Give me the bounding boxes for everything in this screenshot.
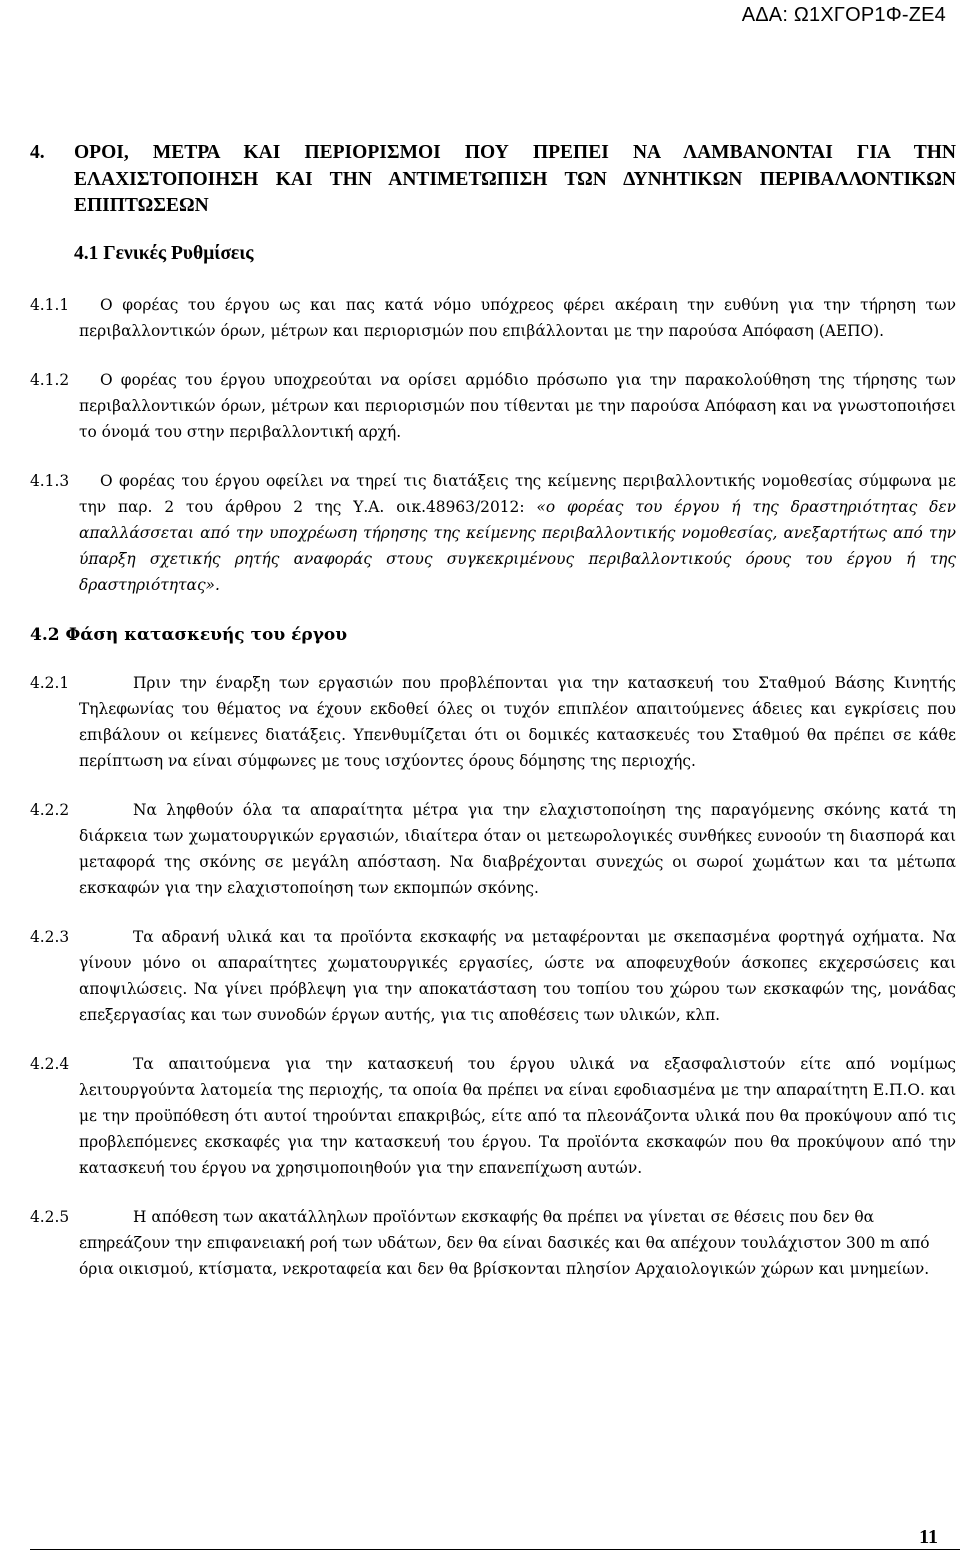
paragraph-4-1-1 bbox=[30, 292, 956, 344]
paragraph-number: 4.1.2 bbox=[30, 370, 70, 389]
paragraph-text: Τα αδρανή υλικά και τα προϊόντα εκσκαφής να μεταφέρονται με σκεπασμένα φορτηγά οχήματα. Να γίνουν μόνο οι απαραίτητες χωματουργικές εργασίες, ώστε να αποφευχθούν άσκοπες εκχερσώσεις και αποψιλώσεις. Να γίνει πρόβλεψη για την αποκατάσταση του τοπίου του χώρου των εκσκαφών της, μονάδας επεξεργασίας και των συνοδών έργων αυτής, για τις αποθέσεις των υλικών, κλπ. bbox=[79, 927, 956, 1024]
paragraph-text: Ο φορέας του έργου οφείλει να τηρεί τις διατάξεις της κείμενης περιβαλλοντικής νομοθεσίας σύμφωνα με την παρ. 2 του άρθρου 2 της Υ.Α. οικ.48963/2012: bbox=[79, 471, 956, 516]
paragraph-number: 4.2.1 bbox=[30, 673, 70, 692]
paragraph-text-wrapper bbox=[79, 468, 956, 598]
document-page bbox=[30, 140, 956, 1282]
section-4-heading bbox=[30, 140, 956, 220]
paragraph-number: 4.2.2 bbox=[30, 800, 70, 819]
paragraph-4-2-4 bbox=[30, 1051, 956, 1181]
paragraph-number: 4.2.5 bbox=[30, 1207, 70, 1226]
section-4-1-heading: 4.1 Γενικές Ρυθμίσεις bbox=[74, 242, 254, 264]
page-number: 11 bbox=[919, 1526, 938, 1548]
paragraph-number: 4.1.3 bbox=[30, 471, 70, 490]
paragraph-number: 4.2.3 bbox=[30, 927, 70, 946]
paragraph-quote: «ο φορέας του έργου ή της δραστηριότητας δεν απαλλάσσεται από την υποχρέωση τήρησης της κείμενης περιβαλλοντικής νομοθεσίας, ανεξαρτήτως από την ύπαρξη σχετικής ρητής αναφοράς στους συγκεκριμένους περιβαλλοντικούς όρους του έργου ή της δραστηριότητας». bbox=[79, 497, 956, 594]
section-4-2-heading: 4.2 Φάση κατασκευής του έργου bbox=[30, 624, 348, 645]
paragraph-4-2-2 bbox=[30, 797, 956, 901]
ada-code: ΑΔΑ: Ω1ΧΓΟΡ1Φ-ΖΕ4 bbox=[741, 4, 946, 26]
paragraph-4-2-1 bbox=[30, 670, 956, 774]
paragraph-4-1-2 bbox=[30, 367, 956, 445]
paragraph-4-2-5 bbox=[30, 1204, 956, 1282]
paragraph-number: 4.2.4 bbox=[30, 1054, 70, 1073]
paragraph-text: Να ληφθούν όλα τα απαραίτητα μέτρα για την ελαχιστοποίηση της παραγόμενης σκόνης κατά τη διάρκεια των χωματουργικών εργασιών, ιδιαίτερα όταν οι μετεωρολογικές συνθήκες ευνοούν τη διασπορά και μεταφορά της σκόνης σε μεγάλη απόσταση. Να διαβρέχονται συνεχώς οι σωροί χωμάτων και τα μέτωπα εκσκαφών για την ελαχιστοποίηση των εκπομπών σκόνης. bbox=[79, 800, 956, 897]
paragraph-4-2-3 bbox=[30, 924, 956, 1028]
paragraph-number: 4.1.1 bbox=[30, 295, 70, 314]
paragraph-text: Πριν την έναρξη των εργασιών που προβλέπονται για την κατασκευή του Σταθμού Βάσης Κινητής Τηλεφωνίας του θέματος να έχουν εκδοθεί όλες οι τυχόν επιπλέον απαιτούμενες άδειες και εγκρίσεις που επιβάλουν οι κείμενες διατάξεις. Υπενθυμίζεται ότι οι δομικές κατασκευές του Σταθμού θα πρέπει σε κάθε περίπτωση να είναι σύμφωνες με τους ισχύοντες όρους δόμησης της περιοχής. bbox=[79, 673, 956, 770]
section-4-number: 4. bbox=[30, 142, 45, 163]
paragraph-text: Τα απαιτούμενα για την κατασκευή του έργου υλικά να εξασφαλιστούν είτε από νομίμως λειτουργούντα λατομεία της περιοχής, τα οποία θα πρέπει να είναι εφοδιασμένα με την απαραίτητη Ε.Π.Ο. και με την προϋπόθεση ότι αυτοί τηρούνται επακριβώς, είτε από τα πλεονάζοντα υλικά που θα προκύψουν από τις προβλεπόμενες εκσκαφές για την κατασκευή του έργου. Τα προϊόντα εκσκαφών που θα προκύψουν από την κατασκευή του έργου να χρησιμοποιηθούν για την επανεπίχωση αυτών. bbox=[79, 1054, 956, 1177]
paragraph-4-1-3 bbox=[30, 468, 956, 598]
paragraph-text: Ο φορέας του έργου ως και πας κατά νόμο υπόχρεος φέρει ακέραιη την ευθύνη για την τήρηση των περιβαλλοντικών όρων, μέτρων και περιορισμών που επιβάλλονται με την παρούσα Απόφαση (ΑΕΠΟ). bbox=[79, 295, 956, 340]
paragraph-text: Η απόθεση των ακατάλληλων προϊόντων εκσκαφής θα πρέπει να γίνεται σε θέσεις που δεν θα επηρεάζουν την επιφανειακή ροή των υδάτων, δεν θα είναι δασικές και θα απέχουν τουλάχιστον 300 m από όρια οικισμού, κτίσματα, νεκροταφεία και δεν θα βρίσκονται πλησίον Αρχαιολογικών χώρων και μνημείων. bbox=[79, 1207, 930, 1278]
section-4-title: ΟΡΟΙ, ΜΕΤΡΑ ΚΑΙ ΠΕΡΙΟΡΙΣΜΟΙ ΠΟΥ ΠΡΕΠΕΙ ΝΑ ΛΑΜΒΑΝΟΝΤΑΙ ΓΙΑ ΤΗΝ ΕΛΑΧΙΣΤΟΠΟΙΗΣΗ ΚΑΙ ΤΗΝ ΑΝΤΙΜΕΤΩΠΙΣΗ ΤΩΝ ΔΥΝΗΤΙΚΩΝ ΠΕΡΙΒΑΛΛΟΝΤΙΚΩΝ ΕΠΙΠΤΩΣΕΩΝ bbox=[74, 142, 956, 216]
paragraph-text: Ο φορέας του έργου υποχρεούται να ορίσει αρμόδιο πρόσωπο για την παρακολούθηση της τήρησης των περιβαλλοντικών όρων, μέτρων και περιορισμών που τίθενται με την παρούσα Απόφαση και να γνωστοποιήσει το όνομά του στην περιβαλλοντική αρχή. bbox=[79, 370, 956, 441]
